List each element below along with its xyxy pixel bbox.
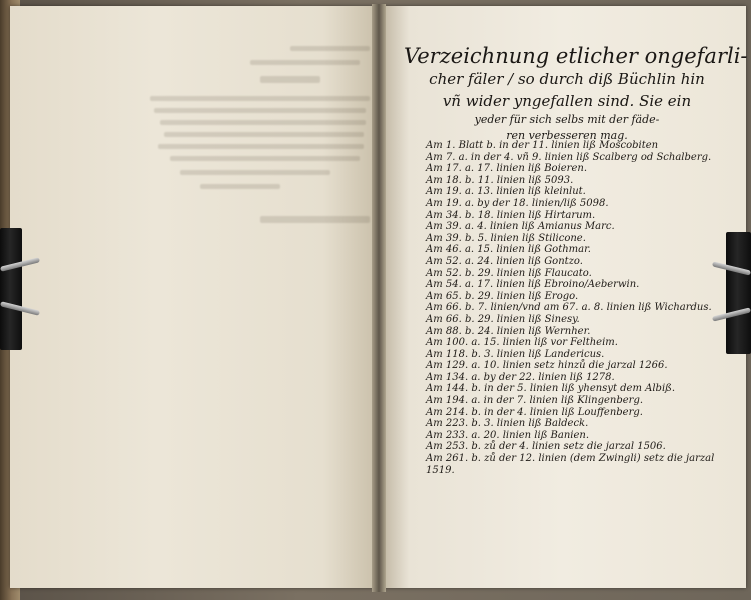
errata-entry: Am 66. b. 29. linien liß Sinesy.: [426, 313, 580, 325]
heading-line: Verzeichnung etlicher ongefarli-: [404, 44, 748, 68]
errata-entry: Am 65. b. 29. linien liß Erogo.: [426, 290, 579, 302]
errata-entry: Am 17. a. 17. linien liß Boieren.: [426, 163, 587, 175]
errata-entry: Am 118. b. 3. linien liß Landericus.: [426, 348, 605, 360]
right-page-clip: [726, 232, 751, 354]
errata-heading: [404, 44, 748, 144]
errata-entry: Am 52. a. 24. linien liß Gontzo.: [426, 255, 583, 267]
errata-entry: Am 66. b. 7. linien/vnd am 67. a. 8. linien liß Wichardus.: [426, 302, 712, 314]
errata-entry: Am 214. b. in der 4. linien liß Louffenberg.: [426, 406, 643, 418]
errata-entry: Am 18. b. 11. linien liß 5093.: [426, 174, 574, 186]
errata-entry: Am 46. a. 15. linien liß Gothmar.: [426, 244, 591, 256]
errata-entry: Am 129. a. 10. linien setz hinzů die jarzal 1266.: [426, 360, 668, 372]
errata-entry: Am 88. b. 24. linien liß Wernher.: [426, 325, 591, 337]
errata-entry: Am 233. a. 20. linien liß Banien.: [426, 429, 590, 441]
errata-entry: Am 144. b. in der 5. linien liß yhensyt dem Albiß.: [426, 383, 676, 395]
left-page-clip: [0, 228, 22, 350]
show-through-text: [140, 46, 370, 236]
errata-entry-continuation: 1519.: [426, 464, 455, 476]
errata-entry: Am 100. a. 15. linien liß vor Feltheim.: [426, 337, 618, 349]
heading-line: cher fäler / so durch diß Büchlin hin: [429, 70, 705, 88]
heading-line: vñ wider yngefallen sind. Sie ein: [442, 92, 692, 110]
left-page: [10, 6, 378, 588]
errata-entry: Am 1. Blatt b. in der 11. linien liß Moscobiten: [426, 140, 659, 151]
errata-entry: Am 19. a. 13. linien liß kleinlut.: [426, 186, 586, 198]
errata-entry: Am 52. b. 29. linien liß Flaucato.: [426, 267, 592, 279]
errata-entry: Am 7. a. in der 4. vñ 9. linien liß Scalberg od Schalberg.: [426, 151, 712, 163]
heading-line: yeder für sich selbs mit der fäde-: [474, 113, 660, 126]
errata-entry: Am 39. a. 4. linien liß Amianus Marc.: [426, 221, 615, 233]
book-gutter: [372, 4, 386, 592]
errata-list: [426, 140, 714, 476]
errata-entry: Am 223. b. 3. linien liß Baldeck.: [426, 418, 589, 430]
errata-entry: Am 34. b. 18. linien liß Hirtarum.: [426, 209, 596, 221]
errata-entry: Am 39. b. 5. linien liß Stilicone.: [426, 232, 586, 244]
errata-entry: Am 19. a. by der 18. linien/liß 5098.: [426, 197, 609, 209]
errata-entry: Am 261. b. zů der 12. linien (dem Zwingli) setz die jarzal: [426, 453, 715, 465]
errata-entry: Am 194. a. in der 7. linien liß Klingenberg.: [426, 395, 644, 407]
errata-entry: Am 54. a. 17. linien liß Ebroino/Aeberwin.: [426, 279, 640, 291]
errata-entry: Am 134. a. by der 22. linien liß 1278.: [426, 371, 615, 383]
heading-line: ren verbesseren mag.: [506, 129, 628, 142]
errata-entry: Am 253. b. zů der 4. linien setz die jarzal 1506.: [426, 441, 666, 453]
